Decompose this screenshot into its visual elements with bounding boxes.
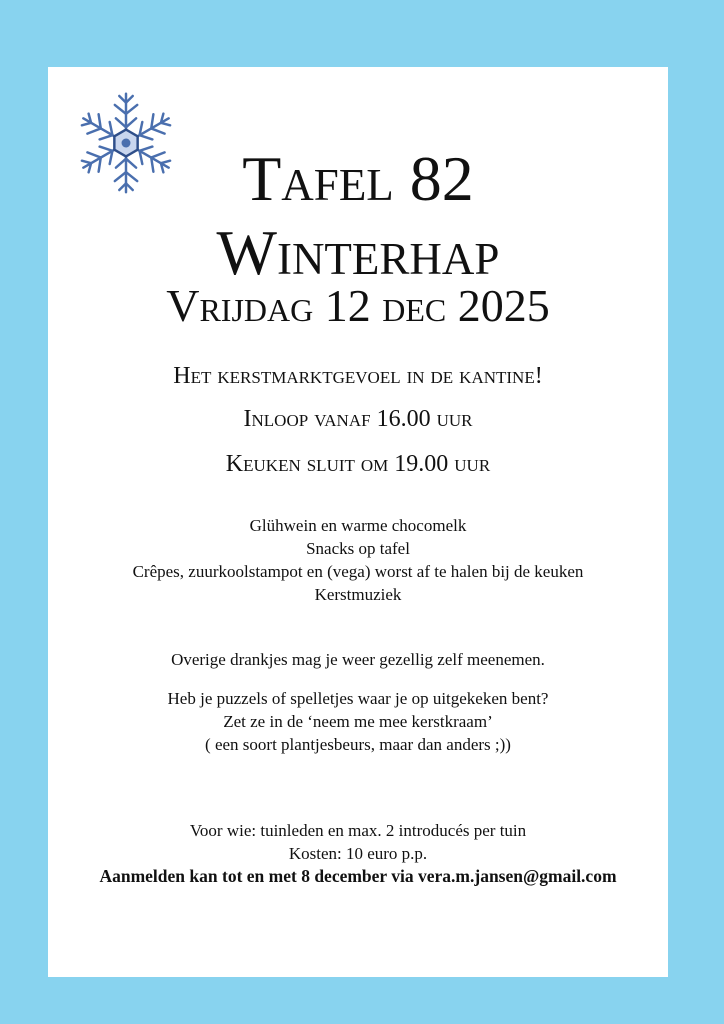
audience-line: Voor wie: tuinleden en max. 2 introducés per tuin bbox=[189, 821, 527, 840]
menu-list bbox=[48, 514, 668, 606]
walk-in-time: Inloop vanaf 16.00 uur bbox=[243, 406, 473, 432]
event-date: Vrijdag 12 dec 2025 bbox=[166, 280, 550, 331]
drinks-note: Overige drankjes mag je weer gezellig zelf meenemen. bbox=[171, 650, 545, 669]
menu-item: Kerstmuziek bbox=[314, 585, 402, 604]
menu-item: Crêpes, zuurkoolstampot en (vega) worst af te halen bij de keuken bbox=[132, 562, 584, 581]
cost-line: Kosten: 10 euro p.p. bbox=[288, 844, 428, 863]
poster-card bbox=[48, 67, 668, 977]
menu-item: Glühwein en warme chocomelk bbox=[249, 516, 467, 535]
puzzle-note bbox=[48, 687, 668, 756]
puzzle-line: ( een soort plantjesbeurs, maar dan anders ;)) bbox=[205, 735, 511, 754]
kitchen-close-time: Keuken sluit om 19.00 uur bbox=[225, 451, 491, 477]
signup-line: Aanmelden kan tot en met 8 december via vera.m.jansen@gmail.com bbox=[99, 866, 617, 886]
title-line-2: Winterhap bbox=[216, 217, 500, 288]
title-line-1: Tafel 82 bbox=[242, 143, 474, 214]
signup-info bbox=[48, 819, 668, 888]
puzzle-line: Heb je puzzels of spelletjes waar je op uitgekeken bent? bbox=[167, 689, 549, 708]
tagline: Het kerstmarktgevoel in de kantine! bbox=[173, 363, 543, 389]
menu-item: Snacks op tafel bbox=[306, 539, 410, 558]
puzzle-line: Zet ze in de ‘neem me mee kerstkraam’ bbox=[223, 712, 493, 731]
